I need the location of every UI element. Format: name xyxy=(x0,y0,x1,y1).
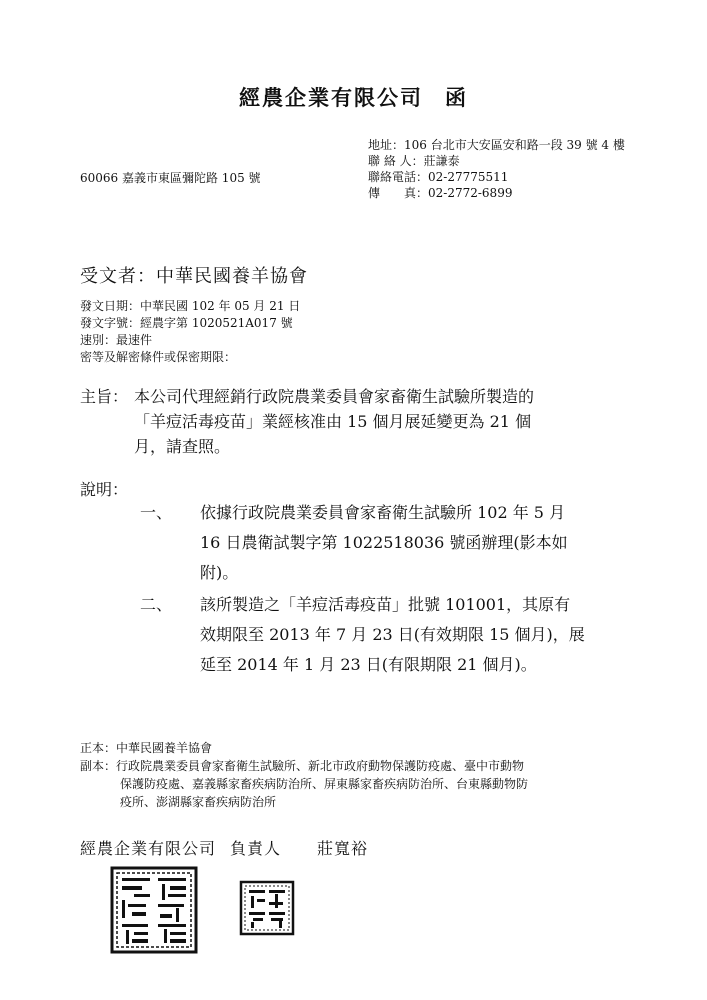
distribution-list xyxy=(80,739,528,811)
document-type: 函 xyxy=(445,85,468,110)
signature-name: 莊寬裕 xyxy=(317,839,369,858)
company-name: 經農企業有限公司 xyxy=(239,85,423,110)
signature-company: 經農企業有限公司 xyxy=(80,839,217,858)
explanation-label: 說明： xyxy=(80,480,129,499)
explanation-item xyxy=(140,498,640,588)
signature-line xyxy=(80,836,368,859)
document-meta xyxy=(80,298,300,366)
item-line: 依據行政院農業委員會家畜衛生試驗所 102 年 5 月 xyxy=(200,503,566,522)
recipient: 受文者：中華民國養羊協會 xyxy=(80,266,308,287)
subject-label: 主旨： xyxy=(80,387,129,406)
contact-fax: 傳 真：02-2772-6899 xyxy=(368,186,513,200)
original-recipient: 正本：中華民國養羊協會 xyxy=(80,741,213,755)
security-level: 密等及解密條件或保密期限： xyxy=(80,350,237,364)
subject-section xyxy=(80,384,534,459)
copy-recipients: 保護防疫處、嘉義縣家畜疾病防治所、屏東縣家畜疾病防治所、台東縣動物防 xyxy=(120,777,529,791)
subject-line: 「羊痘活毒疫苗」業經核准由 15 個月展延變更為 21 個 xyxy=(134,412,532,431)
signature-role: 負責人 xyxy=(230,839,282,858)
item-line: 附)。 xyxy=(200,563,239,582)
item-line: 該所製造之「羊痘活毒疫苗」批號 101001，其原有 xyxy=(200,595,571,614)
sender-address: 地址：106 台北市大安區安和路一段 39 號 4 樓 xyxy=(368,138,625,152)
issue-date: 發文日期：中華民國 102 年 05 月 21 日 xyxy=(80,299,301,313)
company-seal xyxy=(110,866,198,954)
personal-seal xyxy=(239,880,295,936)
subject-line: 本公司代理經銷行政院農業委員會家畜衛生試驗所製造的 xyxy=(134,387,535,406)
item-number: 一、 xyxy=(140,503,173,522)
copy-recipients: 疫所、澎湖縣家畜疾病防治所 xyxy=(120,795,277,809)
explanation-item xyxy=(140,590,640,680)
document-number: 發文字號：經農字第 1020521A017 號 xyxy=(80,316,293,330)
item-line: 延至 2014 年 1 月 23 日(有限期限 21 個月)。 xyxy=(200,655,537,674)
subject-line: 月，請查照。 xyxy=(134,437,231,456)
sender-contact-block xyxy=(368,137,625,201)
delivery-speed: 速別：最速件 xyxy=(80,333,153,347)
contact-person: 聯 絡 人：莊謙泰 xyxy=(368,154,460,168)
contact-phone: 聯絡電話：02-27775511 xyxy=(368,170,509,184)
item-line: 16 日農衛試製字第 1022518036 號函辦理(影本如 xyxy=(200,533,568,552)
copy-recipients: 副本：行政院農業委員會家畜衛生試驗所、新北市政府動物保護防疫處、臺中市動物 xyxy=(80,759,525,773)
item-line: 效期限至 2013 年 7 月 23 日(有效期限 15 個月)，展 xyxy=(200,625,585,644)
item-number: 二、 xyxy=(140,595,173,614)
document-title xyxy=(0,82,707,112)
recipient-address: 60066 嘉義市東區彌陀路 105 號 xyxy=(80,171,261,185)
